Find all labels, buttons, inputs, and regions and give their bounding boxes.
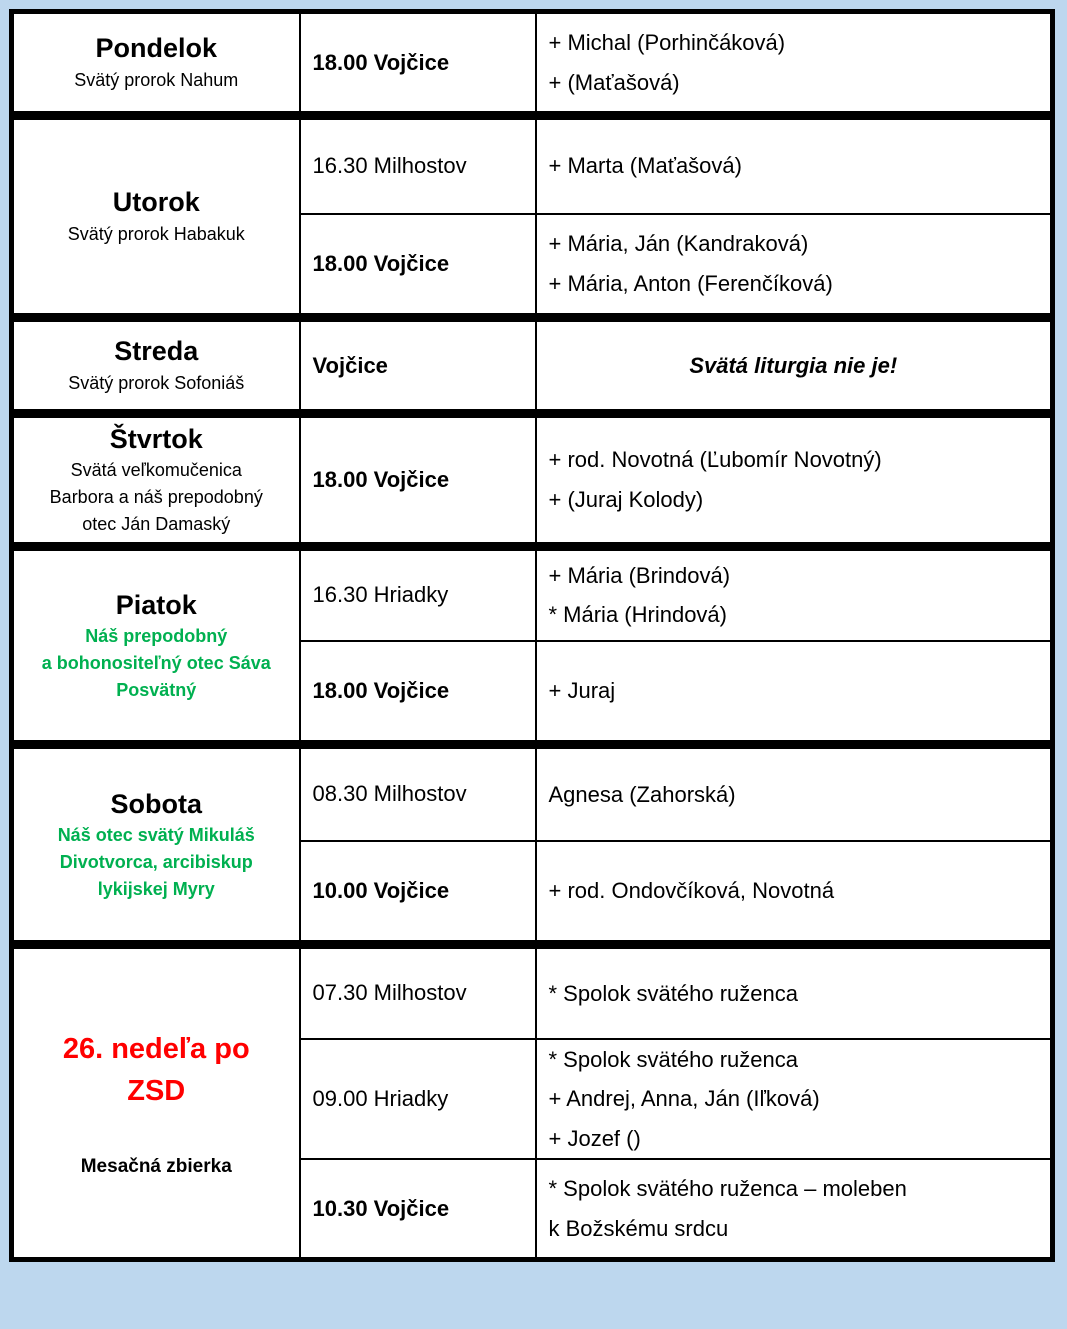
sunday-title-line: ZSD (127, 1074, 186, 1107)
feast-line: Náš prepodobný (85, 625, 228, 646)
time-cell: 08.30 Milhostov (300, 745, 536, 841)
intentions-cell (536, 945, 1053, 1039)
table-row (12, 945, 1053, 1039)
day-cell-sobota (12, 745, 300, 945)
intentions-cell (536, 641, 1053, 745)
time-cell: 10.00 Vojčice (300, 841, 536, 945)
table-row (12, 414, 1053, 547)
feast-line: Svätý prorok Habakuk (67, 223, 245, 244)
table-row (12, 318, 1053, 414)
intention-line: * Spolok svätého ruženca – moleben (548, 1176, 907, 1202)
no-liturgy-note: Svätá liturgia nie je! (536, 318, 1053, 414)
table-row (12, 116, 1053, 214)
day-name: Piatok (115, 589, 197, 620)
intention-line: + Michal (Porhinčáková) (548, 29, 786, 55)
day-cell-piatok (12, 547, 300, 745)
feast-line: a bohonositeľný otec Sáva (41, 652, 271, 673)
intentions-cell (536, 547, 1053, 641)
intention-line: + Marta (Maťašová) (548, 153, 742, 179)
day-name: Streda (114, 336, 199, 367)
intention-line: + rod. Ondovčíková, Novotná (548, 878, 835, 904)
feast-line: Divotvorca, arcibiskup (59, 851, 253, 872)
table-row (12, 547, 1053, 641)
intention-line: + rod. Novotná (Ľubomír Novotný) (548, 447, 882, 473)
intention-line: + Andrej, Anna, Ján (Iľková) (548, 1086, 820, 1112)
day-name: Pondelok (95, 33, 217, 64)
day-cell-nedela (12, 945, 300, 1260)
intention-line: + Mária, Ján (Kandraková) (548, 231, 809, 257)
intention-line: + Juraj (548, 678, 616, 704)
intentions-cell (536, 1039, 1053, 1160)
feast-line: Svätý prorok Sofoniáš (68, 372, 245, 393)
intention-line: * Spolok svätého ruženca (548, 980, 798, 1006)
intention-line: * Spolok svätého ruženca (548, 1046, 798, 1072)
time-cell: 10.30 Vojčice (300, 1159, 536, 1259)
day-name: Sobota (110, 788, 202, 819)
intention-line: + (Maťašová) (548, 69, 680, 95)
intentions-cell (536, 1159, 1053, 1259)
intentions-cell (536, 414, 1053, 547)
day-cell-utorok (12, 116, 300, 318)
intentions-cell (536, 841, 1053, 945)
intentions-cell (536, 12, 1053, 116)
sunday-title-line: 26. nedeľa po (62, 1032, 250, 1065)
intention-line: + (Juraj Kolody) (548, 487, 704, 513)
time-cell: 16.30 Milhostov (300, 116, 536, 214)
intentions-cell (536, 116, 1053, 214)
feast-line: Svätý prorok Nahum (74, 69, 239, 90)
day-cell-pondelok (12, 12, 300, 116)
time-cell: 18.00 Vojčice (300, 414, 536, 547)
feast-line: Svätá veľkomučenica (70, 460, 242, 481)
time-cell: Vojčice (300, 318, 536, 414)
feast-line: Posvätný (116, 679, 197, 700)
feast-line: lykijskej Myry (97, 878, 215, 899)
table-row (12, 12, 1053, 116)
time-cell: 18.00 Vojčice (300, 641, 536, 745)
feast-line: Náš otec svätý Mikuláš (57, 824, 255, 845)
intentions-cell (536, 214, 1053, 318)
intention-line: k Božskému srdcu (548, 1215, 729, 1241)
time-cell: 18.00 Vojčice (300, 12, 536, 116)
intention-line: + Jozef () (548, 1125, 641, 1151)
intention-line: + Mária, Anton (Ferenčíková) (548, 270, 833, 296)
time-cell: 18.00 Vojčice (300, 214, 536, 318)
intention-line: Agnesa (Zahorská) (548, 781, 736, 807)
intention-line: * Mária (Hrindová) (548, 602, 727, 628)
time-cell: 07.30 Milhostov (300, 945, 536, 1039)
table-row (12, 745, 1053, 841)
liturgy-schedule-table (9, 9, 1055, 1262)
intentions-cell (536, 745, 1053, 841)
time-cell: 16.30 Hriadky (300, 547, 536, 641)
collection-note: Mesačná zbierka (80, 1156, 232, 1178)
day-cell-stvrtok (12, 414, 300, 547)
feast-line: Barbora a náš prepodobný (49, 487, 263, 508)
day-name: Štvrtok (109, 424, 203, 454)
time-cell: 09.00 Hriadky (300, 1039, 536, 1160)
day-cell-streda (12, 318, 300, 414)
intention-line: + Mária (Brindová) (548, 562, 731, 588)
feast-line: otec Ján Damaský (82, 514, 231, 535)
day-name: Utorok (112, 187, 200, 218)
